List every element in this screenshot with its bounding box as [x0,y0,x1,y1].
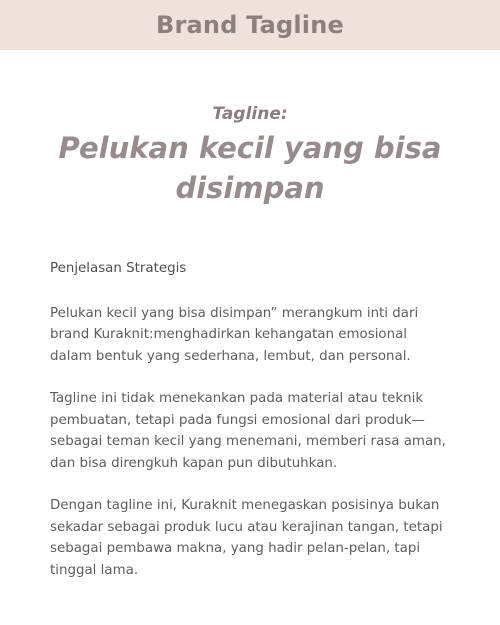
tagline-text: Pelukan kecil yang bisa disimpan [58,131,442,205]
header-bar [0,0,500,50]
strategy-section [50,258,450,581]
paragraph-2: Tagline ini tidak menekankan pada material atau teknik pembuatan, tetapi pada fungsi emosional dari produk—sebagai teman kecil yang menemani, memberi rasa aman, dan bisa direngkuh kapan pun dibutuhkan. [50,391,446,471]
paragraph-1: Pelukan kecil yang bisa disimpan” merangkum inti dari brand Kuraknit:menghadirkan kehangatan emosional dalam bentuk yang sederhana, lembut, dan personal. [50,305,419,364]
tagline-label: Tagline: [212,104,288,124]
page-title: Brand Tagline [155,11,344,39]
paragraph-3: Dengan tagline ini, Kuraknit menegaskan posisinya bukan sekadar sebagai produk lucu atau kerajinan tangan, tetapi sebagai pembawa makna, yang hadir pelan-pelan, tapi tinggal lama. [50,498,443,578]
section-heading: Penjelasan Strategis [50,261,187,276]
